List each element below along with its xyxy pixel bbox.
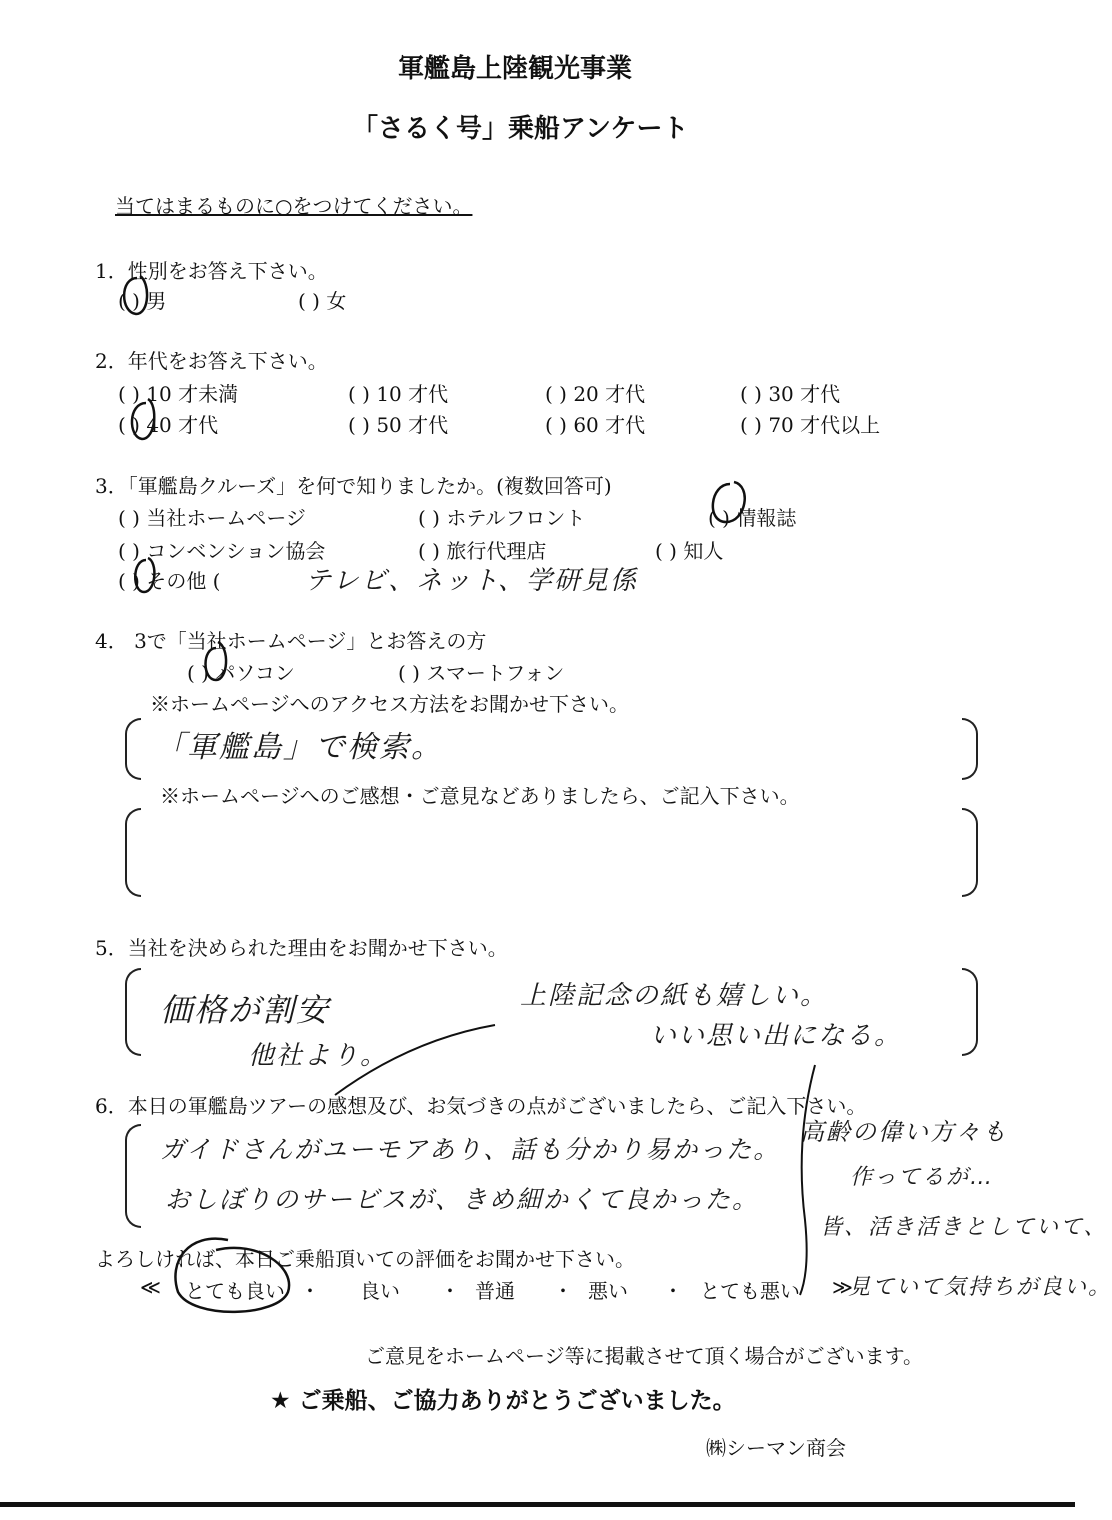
rating-option-good[interactable]: 良い xyxy=(360,1279,400,1303)
q2-option-10s[interactable]: ( ) 10 才代 xyxy=(348,382,449,406)
q2-option-20s[interactable]: ( ) 20 才代 xyxy=(545,382,646,406)
document-subtitle: 「さるく号」乗船アンケート xyxy=(352,114,689,144)
q4-access-handwritten: 「軍艦島」で検索。 xyxy=(155,730,443,765)
q3-option-travel-agency[interactable]: ( ) 旅行代理店 xyxy=(418,539,547,563)
rating-circle-mark xyxy=(168,1222,298,1322)
rating-option-very-good[interactable]: とても良い xyxy=(185,1279,285,1303)
q6-margin-line xyxy=(785,1060,825,1300)
q3-option-homepage[interactable]: ( ) 当社ホームページ xyxy=(118,506,306,530)
q4-opinion-bracket-left xyxy=(125,808,141,897)
q4-opinion-bracket-right xyxy=(962,808,978,897)
rating-separator-2: ・ xyxy=(440,1279,460,1303)
rating-option-very-bad[interactable]: とても悪い xyxy=(700,1279,800,1303)
q5-bracket-right xyxy=(962,968,978,1056)
q4-circle-mark xyxy=(192,640,242,685)
q2-option-40s[interactable]: ( ) 40 才代 xyxy=(118,413,219,437)
q5-label: 5．当社を決められた理由をお聞かせ下さい。 xyxy=(95,936,508,960)
q5-bracket-left xyxy=(125,968,141,1056)
footer-company: ㈱シーマン商会 xyxy=(706,1436,846,1460)
q6-handwritten-4: 作ってるが… xyxy=(850,1165,995,1190)
q5-handwritten-1: 価格が割安 xyxy=(160,991,331,1029)
rating-option-bad[interactable]: 悪い xyxy=(588,1279,628,1303)
q3-option-convention[interactable]: ( ) コンベンション協会 xyxy=(118,539,326,563)
rating-prompt: よろしければ、本日ご乗船頂いての評価をお聞かせ下さい。 xyxy=(95,1247,635,1271)
footer-rule xyxy=(0,1502,1075,1507)
q6-label: 6．本日の軍艦島ツアーの感想及び、お気づきの点がございましたら、ご記入下さい。 xyxy=(95,1094,867,1118)
rating-close-bracket: ≫ xyxy=(832,1275,853,1299)
q2-option-60s[interactable]: ( ) 60 才代 xyxy=(545,413,646,437)
footer-thanks: ★ ご乗船、ご協力ありがとうございました。 xyxy=(270,1388,736,1414)
q3-option-other[interactable]: ( ) その他 ( xyxy=(118,569,221,593)
q3-option-magazine[interactable]: ( ) 情報誌 xyxy=(708,506,797,530)
q6-handwritten-2: おしぼりのサービスが、きめ細かくて良かった。 xyxy=(165,1185,760,1214)
q5-handwritten-2: 他社より。 xyxy=(248,1041,389,1071)
rating-separator-4: ・ xyxy=(663,1279,683,1303)
document-title: 軍艦島上陸観光事業 xyxy=(398,54,633,84)
q3-label: 3．「軍艦島クルーズ」を何で知りましたか。(複数回答可) xyxy=(95,474,612,498)
q4-access-prompt: ※ホームページへのアクセス方法をお聞かせ下さい。 xyxy=(150,692,629,716)
rating-open-bracket: ≪ xyxy=(140,1275,161,1299)
q2-option-under10[interactable]: ( ) 10 才未満 xyxy=(118,382,239,406)
q2-label: 2．年代をお答え下さい。 xyxy=(95,349,328,373)
q6-handwritten-3: 高齢の偉い方々も xyxy=(800,1118,1008,1146)
q6-handwritten-1: ガイドさんがユーモアあり、話も分かり易かった。 xyxy=(160,1135,781,1164)
rating-option-normal[interactable]: 普通 xyxy=(475,1279,515,1303)
q1-label: 1．性別をお答え下さい。 xyxy=(95,259,328,283)
q2-option-30s[interactable]: ( ) 30 才代 xyxy=(740,382,841,406)
q3-other-handwritten: テレビ、ネット、学研見係 xyxy=(305,566,638,596)
q4-option-smartphone[interactable]: ( ) スマートフォン xyxy=(398,661,565,685)
q1-circle-mark xyxy=(112,270,162,320)
q4-opinion-prompt: ※ホームページへのご感想・ご意見などありましたら、ご記入下さい。 xyxy=(160,784,800,808)
q2-circle-mark xyxy=(118,395,168,445)
q6-bracket-left xyxy=(125,1124,141,1228)
q5-handwritten-3: 上陸記念の紙も嬉しい。 xyxy=(520,981,829,1011)
q2-option-70s-plus[interactable]: ( ) 70 才代以上 xyxy=(740,413,881,437)
footer-note: ご意見をホームページ等に掲載させて頂く場合がございます。 xyxy=(365,1344,923,1368)
q6-handwritten-6: 見ていて気持ちが良い。 xyxy=(848,1275,1112,1300)
q5-handwritten-4: いい思い出になる。 xyxy=(650,1021,903,1051)
q3-option-hotel-front[interactable]: ( ) ホテルフロント xyxy=(418,506,586,530)
instruction: 当てはまるものに○をつけてください。 xyxy=(115,194,473,218)
q5-strike-line xyxy=(330,1020,500,1100)
rating-separator-3: ・ xyxy=(553,1279,573,1303)
q3-circle-mark-magazine xyxy=(700,478,760,528)
q1-option-male[interactable]: ( ) 男 xyxy=(118,289,167,313)
q6-handwritten-5: 皆、活き活きとしていて、 xyxy=(820,1215,1108,1240)
q2-option-50s[interactable]: ( ) 50 才代 xyxy=(348,413,449,437)
q4-access-bracket-left xyxy=(125,718,141,780)
q3-circle-mark-other xyxy=(120,556,170,596)
q1-option-female[interactable]: ( ) 女 xyxy=(298,289,347,313)
q4-option-pc[interactable]: ( ) パソコン xyxy=(187,661,295,685)
q4-label: 4． 3で「当社ホームページ」とお答えの方 xyxy=(95,629,487,653)
rating-separator-1: ・ xyxy=(300,1279,320,1303)
q3-option-acquaintance[interactable]: ( ) 知人 xyxy=(655,539,724,563)
q4-access-bracket-right xyxy=(962,718,978,780)
